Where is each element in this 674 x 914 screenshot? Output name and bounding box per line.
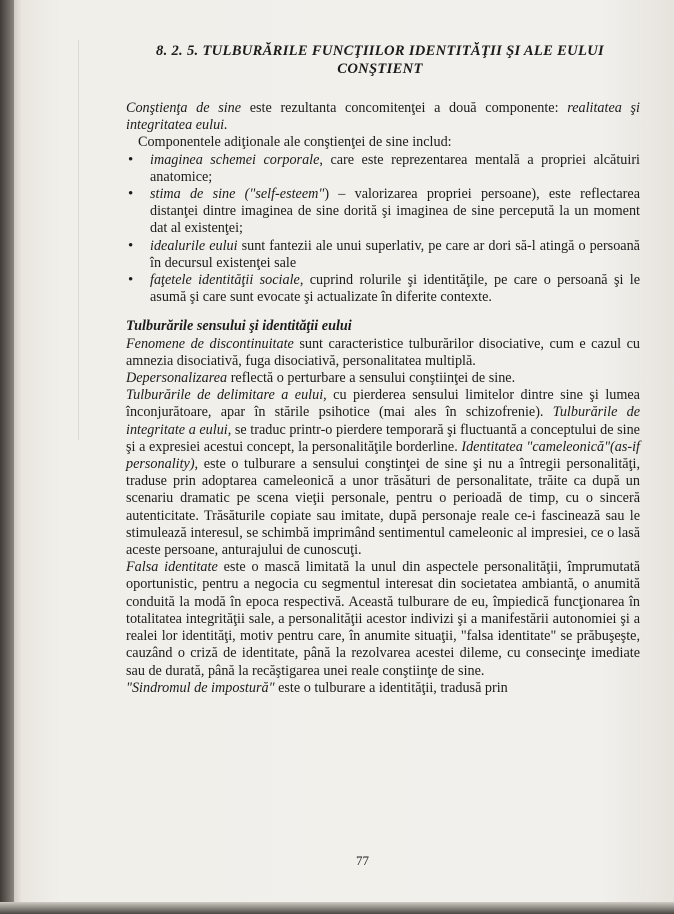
term-impostor: "Sindromul de impostură" [126, 679, 275, 696]
page-bottom-edge [0, 902, 674, 914]
heading-line-1: 8. 2. 5. TULBURĂRILE FUNCŢIILOR IDENTITĂŢII ŞI ALE EULUI [155, 43, 605, 59]
text-chameleon: este o tulburare a sensului conştinţei de sine şi nu a întregii personalităţi, traduse prin adoptarea cameleonică a unor trăsături de personalitate, trăite ca după un scenariu dramatic pe scena vieţii personale, pentru o perioadă de timp, cu o sinceră autenticitate. Trăsăturile copiate sau imitate, după personaje reale ce-i fascinează sau le stimulează interesul, se schimbă imprimând sentimentul cameleonic al impresiei, ce o lasă aceste persoane, anturajului de cunoscuţi. [126, 456, 640, 559]
section-heading [120, 42, 640, 78]
term-chameleon: Identitatea "cameleonică"(as-if personality), [126, 438, 640, 473]
term-discontinuity: Fenomene de discontinuitate [126, 335, 294, 352]
bullet-term: stima de sine ("self-esteem" [150, 186, 325, 203]
paragraph-depersonalization [120, 370, 640, 387]
list-item [150, 272, 640, 306]
intro-term: Conştienţa de sine [126, 100, 242, 116]
book-spine-shadow [0, 0, 14, 914]
term-false-identity: Falsa identitate [126, 559, 218, 576]
intro-components: realitatea şi integritatea eului. [126, 100, 640, 134]
bullet-text: , care este reprezentarea mentală a propriei alcătuiri anatomice; [150, 151, 640, 185]
text-depersonalization: reflectă o perturbare a sensului conştiinţei de sine. [227, 370, 516, 387]
heading-line-2: CONŞTIENT [337, 61, 423, 77]
intro-rest: este rezultanta concomitenţei a două componente: [241, 100, 568, 116]
paragraph-impostor [120, 680, 640, 697]
intro-paragraph [120, 100, 640, 134]
margin-shadow [78, 40, 79, 440]
term-depersonalization: Depersonalizarea [126, 370, 228, 387]
term-delimitation: Tulburările de delimitare a eului, [126, 387, 327, 404]
bullet-text: ) – valorizarea propriei persoane), este reflectarea distanţei dintre imaginea de sine dorită şi imaginea de sine percepută la un moment dat al existenţei; [150, 186, 640, 237]
paragraph-discontinuity [120, 336, 640, 370]
list-item [150, 238, 640, 272]
components-list [120, 152, 640, 307]
bullet-term: imaginea schemei corporale [150, 151, 320, 168]
text-impostor: este o tulburare a identităţii, tradusă prin [274, 679, 508, 696]
text-false-identity: este o mască limitată la unul din aspectele personalităţii, împrumutată oportunistic, pentru a negocia cu segmentul interesat din societatea ambiantă, o anumită conduită la modă în epoca respectivă. Această tulburare de eu, împiedică funcţionarea în totalitatea integrităţii sale, a personalităţii acestor indivizi şi a manifestării autonomiei şi a realei lor identităţi, motiv pentru care, în anumite situaţii, "falsa identitate" se prăbuşeşte, cauzând o criză de identitate, până la rezolvarea acestei dileme, cu consecinţe imediate sau de durată, până la recăştigarea unei reale conştiinţe de sine. [126, 559, 640, 679]
bullet-text: sunt fantezii ale unui superlativ, pe care ar dori să-l atingă o persoană în decursul existenţei sale [150, 237, 640, 271]
additional-components-text: Componentele adiţionale ale conştienţei de sine includ: [138, 134, 452, 151]
bullet-term: idealurile eului [150, 237, 238, 254]
subsection-title: Tulburările sensului şi identităţii eului [126, 318, 352, 335]
list-item [150, 186, 640, 238]
list-item [150, 152, 640, 186]
page-content [120, 42, 640, 697]
text-integrity: se traduc printr-o pierdere temporară şi fluctuantă a conceptului de sine şi a expresiei acestui concept, la personalităţile borderline. [126, 421, 640, 455]
text-delimitation: cu pierderea sensului limitelor dintre sine şi lumea înconjurătoare, apar în stările psihotice (mai ales în schizofrenie). [126, 387, 640, 421]
paragraph-false-identity [120, 559, 640, 679]
bullet-term: faţetele identităţii sociale [150, 272, 300, 289]
bullet-text: , cuprind rolurile şi identităţile, pe care o persoană şi le asumă şi care sunt evocate şi actualizate în diferite contexte. [150, 272, 641, 306]
term-integrity: Tulburările de integritate a eului, [126, 404, 641, 438]
page-number: 77 [356, 853, 369, 868]
paragraph-delimitation [120, 387, 640, 559]
text-discontinuity: sunt caracteristice tulburărilor disociative, cum e cazul cu amnezia disociativă, fuga disociativă, personalitatea multiplă. [126, 335, 640, 369]
